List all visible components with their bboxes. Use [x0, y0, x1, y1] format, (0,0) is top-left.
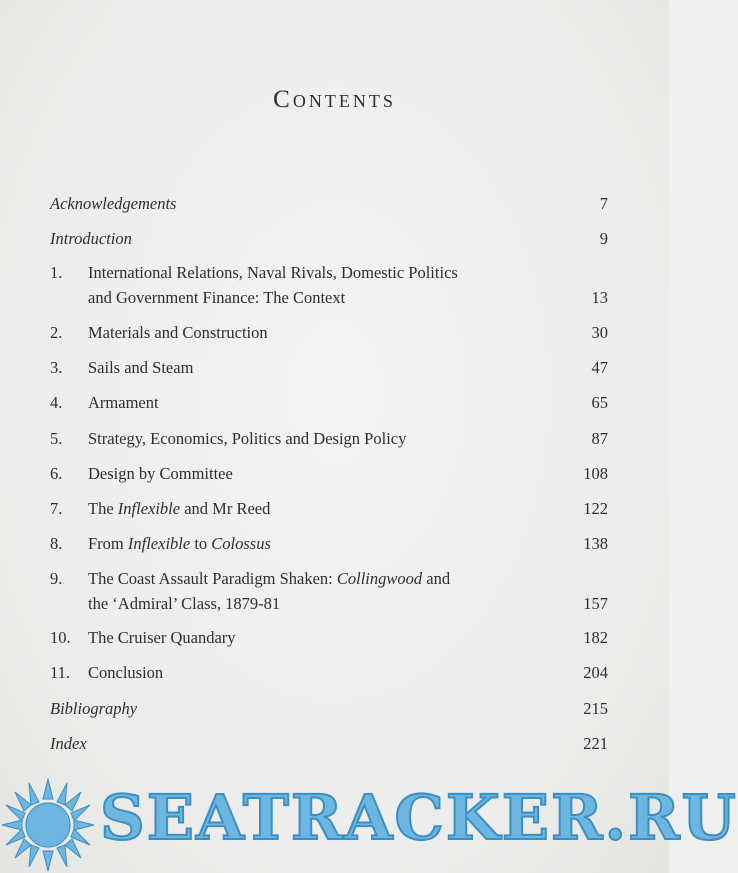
toc-entry-chapter-1[interactable]	[50, 260, 608, 310]
toc-entry-title: Acknowledgements	[50, 194, 177, 213]
toc-entry-page: 182	[583, 628, 608, 647]
toc-entry-number: 8.	[50, 534, 63, 553]
toc-entry-page: 215	[583, 699, 608, 718]
watermark-text: SEATRACKER.RU	[100, 781, 738, 854]
title-part: The Coast Assault Paradigm Shaken:	[88, 569, 337, 588]
toc-entry-page: 122	[583, 499, 608, 518]
toc-entry-page: 47	[591, 358, 608, 377]
toc-entry-title	[88, 260, 528, 310]
toc-entry-title: Conclusion	[88, 663, 164, 682]
title-part: From	[88, 534, 128, 553]
toc-entry-title: Armament	[88, 393, 159, 412]
toc-entry-title: Strategy, Economics, Politics and Design Policy	[88, 429, 407, 448]
toc-entry-number: 9.	[50, 569, 63, 588]
toc-entry-chapter-9[interactable]	[50, 566, 608, 616]
toc-entry-page: 157	[583, 594, 608, 613]
toc-entry-number: 2.	[50, 323, 63, 342]
page-title: Contents	[273, 86, 396, 113]
toc-entry-title: Index	[50, 734, 87, 753]
toc-entry-title: Design by Committee	[88, 464, 233, 483]
toc-entry-title	[88, 496, 528, 521]
toc-entry-title	[88, 566, 528, 616]
toc-entry-title: Introduction	[50, 229, 132, 248]
toc-entry-page: 7	[599, 194, 608, 213]
title-italic: Inflexible	[127, 534, 191, 553]
toc-entry-page: 9	[599, 229, 608, 248]
toc-entry-title: Materials and Construction	[88, 323, 268, 342]
toc-entry-title	[88, 531, 528, 556]
title-part: The	[88, 499, 118, 518]
title-italic: Colossus	[211, 534, 271, 553]
title-part: to	[190, 534, 212, 553]
toc-entry-page: 204	[583, 663, 608, 682]
toc-entry-number: 1.	[50, 263, 63, 282]
toc-entry-title: Bibliography	[50, 699, 138, 718]
title-part: and	[422, 569, 451, 588]
toc-entry-title-line1	[88, 569, 450, 588]
toc-entry-number: 7.	[50, 499, 63, 518]
toc-entry-page: 108	[583, 464, 608, 483]
toc-entry-number: 3.	[50, 358, 63, 377]
title-italic: Collingwood	[336, 569, 423, 588]
toc-entry-number: 10.	[50, 628, 71, 647]
sun-icon	[0, 775, 110, 873]
toc-entry-title-line1: International Relations, Naval Rivals, Domestic Politics	[88, 263, 458, 282]
watermark	[0, 775, 738, 873]
toc-entry-page: 221	[583, 734, 608, 753]
toc-entry-page: 87	[591, 429, 608, 448]
toc-entry-page: 65	[591, 393, 608, 412]
toc-entry-number: 11.	[50, 663, 71, 682]
toc-entry-title-line2: and Government Finance: The Context	[88, 288, 346, 307]
toc-entry-page: 138	[583, 534, 608, 553]
toc-entry-title: The Cruiser Quandary	[88, 628, 236, 647]
toc-entry-title-line2: the ‘Admiral’ Class, 1879-81	[88, 594, 281, 613]
toc-entry-number: 4.	[50, 393, 63, 412]
toc-entry-title: Sails and Steam	[88, 358, 194, 377]
toc-entry-page: 30	[591, 323, 608, 342]
toc-entry-page: 13	[591, 288, 608, 307]
toc-entry-number: 6.	[50, 464, 63, 483]
title-part: and Mr Reed	[180, 499, 271, 518]
toc-entry-number: 5.	[50, 429, 63, 448]
title-italic: Inflexible	[117, 499, 181, 518]
